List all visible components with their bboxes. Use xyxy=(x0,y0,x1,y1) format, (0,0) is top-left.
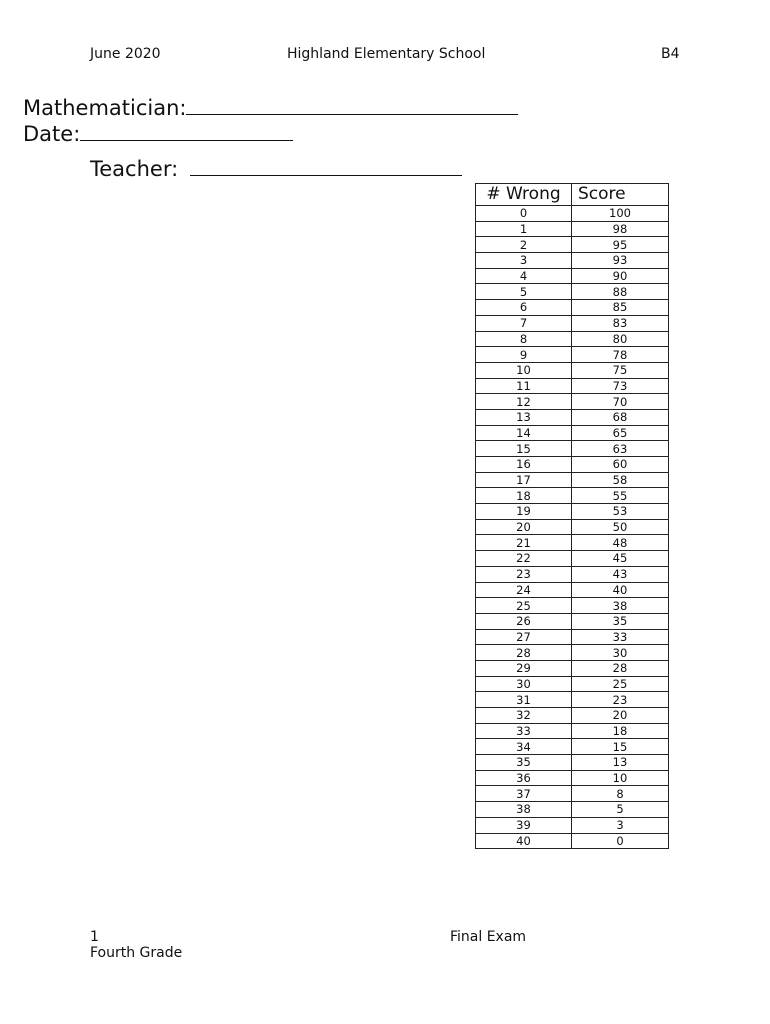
header-code: B4 xyxy=(661,46,680,62)
table-row xyxy=(476,300,669,316)
score-cell: 13 xyxy=(572,755,669,771)
footer-exam: Final Exam xyxy=(450,929,527,945)
score-cell: 73 xyxy=(572,378,669,394)
wrong-count-cell: 15 xyxy=(476,441,572,457)
table-row xyxy=(476,409,669,425)
score-cell: 88 xyxy=(572,284,669,300)
table-row xyxy=(476,441,669,457)
table-row xyxy=(476,739,669,755)
score-cell: 18 xyxy=(572,723,669,739)
mathematician-field xyxy=(23,94,518,120)
table-row xyxy=(476,582,669,598)
wrong-count-cell: 7 xyxy=(476,315,572,331)
score-cell: 15 xyxy=(572,739,669,755)
wrong-count-cell: 14 xyxy=(476,425,572,441)
column-header-score: Score xyxy=(572,184,669,206)
score-cell: 55 xyxy=(572,488,669,504)
wrong-count-cell: 37 xyxy=(476,786,572,802)
score-cell: 93 xyxy=(572,253,669,269)
date-blank-line xyxy=(80,120,293,141)
table-row xyxy=(476,504,669,520)
score-cell: 90 xyxy=(572,268,669,284)
wrong-count-cell: 10 xyxy=(476,362,572,378)
wrong-count-cell: 19 xyxy=(476,504,572,520)
table-row xyxy=(476,237,669,253)
header-school: Highland Elementary School xyxy=(287,46,486,62)
wrong-count-cell: 16 xyxy=(476,457,572,473)
teacher-field xyxy=(90,155,462,181)
score-cell: 3 xyxy=(572,817,669,833)
wrong-count-cell: 32 xyxy=(476,708,572,724)
column-header-wrong: # Wrong xyxy=(476,184,572,206)
table-row xyxy=(476,613,669,629)
wrong-count-cell: 11 xyxy=(476,378,572,394)
table-row xyxy=(476,802,669,818)
header-date: June 2020 xyxy=(90,46,161,62)
score-cell: 53 xyxy=(572,504,669,520)
table-row xyxy=(476,519,669,535)
table-row xyxy=(476,770,669,786)
score-cell: 20 xyxy=(572,708,669,724)
table-row xyxy=(476,362,669,378)
score-cell: 33 xyxy=(572,629,669,645)
score-cell: 58 xyxy=(572,472,669,488)
wrong-count-cell: 5 xyxy=(476,284,572,300)
score-cell: 40 xyxy=(572,582,669,598)
wrong-count-cell: 8 xyxy=(476,331,572,347)
wrong-count-cell: 25 xyxy=(476,598,572,614)
score-cell: 60 xyxy=(572,457,669,473)
wrong-count-cell: 40 xyxy=(476,833,572,849)
wrong-count-cell: 27 xyxy=(476,629,572,645)
table-row xyxy=(476,786,669,802)
wrong-count-cell: 26 xyxy=(476,613,572,629)
score-cell: 35 xyxy=(572,613,669,629)
table-row xyxy=(476,676,669,692)
table-row xyxy=(476,488,669,504)
wrong-count-cell: 36 xyxy=(476,770,572,786)
wrong-count-cell: 4 xyxy=(476,268,572,284)
table-row xyxy=(476,268,669,284)
score-cell: 10 xyxy=(572,770,669,786)
wrong-count-cell: 23 xyxy=(476,566,572,582)
wrong-count-cell: 3 xyxy=(476,253,572,269)
wrong-count-cell: 13 xyxy=(476,409,572,425)
wrong-count-cell: 1 xyxy=(476,221,572,237)
table-row xyxy=(476,206,669,222)
score-cell: 80 xyxy=(572,331,669,347)
table-row xyxy=(476,535,669,551)
table-row xyxy=(476,566,669,582)
table-row xyxy=(476,723,669,739)
table-row xyxy=(476,253,669,269)
teacher-label: Teacher: xyxy=(90,157,179,181)
wrong-count-cell: 2 xyxy=(476,237,572,253)
wrong-count-cell: 31 xyxy=(476,692,572,708)
score-cell: 30 xyxy=(572,645,669,661)
score-table-body xyxy=(476,206,669,849)
wrong-count-cell: 35 xyxy=(476,755,572,771)
score-cell: 85 xyxy=(572,300,669,316)
wrong-count-cell: 17 xyxy=(476,472,572,488)
wrong-count-cell: 30 xyxy=(476,676,572,692)
score-cell: 83 xyxy=(572,315,669,331)
wrong-count-cell: 33 xyxy=(476,723,572,739)
table-row xyxy=(476,645,669,661)
table-row xyxy=(476,284,669,300)
wrong-count-cell: 29 xyxy=(476,660,572,676)
wrong-count-cell: 6 xyxy=(476,300,572,316)
wrong-count-cell: 18 xyxy=(476,488,572,504)
wrong-count-cell: 22 xyxy=(476,551,572,567)
date-field xyxy=(23,120,293,146)
wrong-count-cell: 24 xyxy=(476,582,572,598)
score-cell: 25 xyxy=(572,676,669,692)
score-cell: 70 xyxy=(572,394,669,410)
table-row xyxy=(476,817,669,833)
table-row xyxy=(476,629,669,645)
table-row xyxy=(476,692,669,708)
wrong-count-cell: 39 xyxy=(476,817,572,833)
table-row xyxy=(476,833,669,849)
score-cell: 100 xyxy=(572,206,669,222)
score-cell: 43 xyxy=(572,566,669,582)
teacher-blank-line xyxy=(190,155,462,176)
wrong-count-cell: 20 xyxy=(476,519,572,535)
score-cell: 98 xyxy=(572,221,669,237)
score-cell: 48 xyxy=(572,535,669,551)
wrong-count-cell: 12 xyxy=(476,394,572,410)
score-cell: 78 xyxy=(572,347,669,363)
score-cell: 8 xyxy=(572,786,669,802)
wrong-count-cell: 38 xyxy=(476,802,572,818)
table-row xyxy=(476,331,669,347)
footer-page-number: 1 xyxy=(90,929,99,945)
table-row xyxy=(476,598,669,614)
score-cell: 5 xyxy=(572,802,669,818)
score-cell: 95 xyxy=(572,237,669,253)
score-cell: 45 xyxy=(572,551,669,567)
table-row xyxy=(476,755,669,771)
wrong-count-cell: 21 xyxy=(476,535,572,551)
score-cell: 0 xyxy=(572,833,669,849)
score-table xyxy=(475,183,669,849)
footer-grade: Fourth Grade xyxy=(90,945,183,961)
score-cell: 75 xyxy=(572,362,669,378)
wrong-count-cell: 9 xyxy=(476,347,572,363)
score-cell: 63 xyxy=(572,441,669,457)
mathematician-blank-line xyxy=(186,94,518,115)
table-row xyxy=(476,315,669,331)
table-row xyxy=(476,472,669,488)
score-cell: 28 xyxy=(572,660,669,676)
wrong-count-cell: 34 xyxy=(476,739,572,755)
score-table-header-row xyxy=(476,184,669,206)
table-row xyxy=(476,708,669,724)
table-row xyxy=(476,551,669,567)
score-cell: 38 xyxy=(572,598,669,614)
table-row xyxy=(476,347,669,363)
wrong-count-cell: 28 xyxy=(476,645,572,661)
score-cell: 23 xyxy=(572,692,669,708)
date-label: Date: xyxy=(23,122,81,146)
score-cell: 68 xyxy=(572,409,669,425)
table-row xyxy=(476,378,669,394)
table-row xyxy=(476,394,669,410)
table-row xyxy=(476,457,669,473)
score-cell: 65 xyxy=(572,425,669,441)
table-row xyxy=(476,221,669,237)
wrong-count-cell: 0 xyxy=(476,206,572,222)
table-row xyxy=(476,425,669,441)
table-row xyxy=(476,660,669,676)
score-cell: 50 xyxy=(572,519,669,535)
mathematician-label: Mathematician: xyxy=(23,96,187,120)
